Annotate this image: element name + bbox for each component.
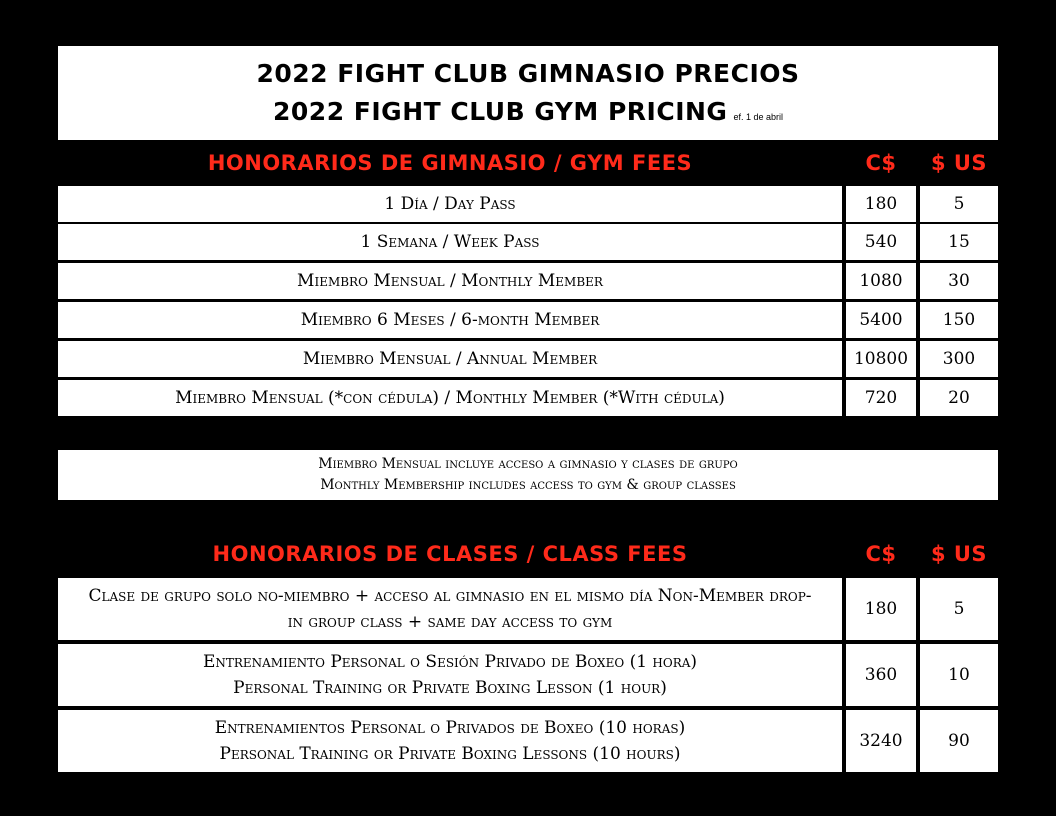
gym-fees-col-cs: C$ [865, 151, 897, 175]
membership-note-english: Monthly Membership includes access to gym & group classes [320, 477, 736, 493]
price-cordobas: 180 [846, 578, 916, 640]
price-usd: 20 [920, 380, 998, 416]
fee-label [58, 644, 842, 706]
price-usd: 300 [920, 341, 998, 377]
price-usd: 5 [920, 578, 998, 640]
price-usd: 90 [920, 710, 998, 772]
fee-label: 1 Día / Day Pass [58, 186, 842, 222]
fee-label: Miembro Mensual / Annual Member [58, 341, 842, 377]
price-cordobas: 5400 [846, 302, 916, 338]
price-cordobas: 10800 [846, 341, 916, 377]
price-cordobas: 1080 [846, 263, 916, 299]
class-fees-col-us: $ US [930, 542, 988, 566]
membership-note [58, 450, 998, 500]
title-english-text: 2022 FIGHT CLUB GYM PRICING [273, 97, 728, 126]
table-row [56, 341, 1000, 377]
table-row [56, 302, 1000, 338]
fee-label-english: Personal Training or Private Boxing Lessons (10 hours) [219, 744, 681, 764]
fee-label: Clase de grupo solo no-miembro + acceso al gimnasio en el mismo día Non-Member drop-in group class + same day access to gym [58, 578, 842, 640]
gym-fees-table [56, 186, 1000, 416]
fee-label-english: Personal Training or Private Boxing Lesson (1 hour) [233, 678, 667, 698]
price-usd: 5 [920, 186, 998, 222]
class-fees-col-cs: C$ [865, 542, 897, 566]
price-cordobas: 540 [846, 224, 916, 260]
fee-label: 1 Semana / Week Pass [58, 224, 842, 260]
fee-label-spanish: Entrenamiento Personal o Sesión Privado de Boxeo (1 hora) [202, 652, 698, 672]
fee-label: Miembro 6 Meses / 6-month Member [58, 302, 842, 338]
pricing-sheet [56, 44, 1000, 772]
price-cordobas: 180 [846, 186, 916, 222]
class-fees-header: HONORARIOS DE CLASES / CLASS FEES [212, 542, 688, 566]
table-row [56, 380, 1000, 416]
fee-label [58, 710, 842, 772]
price-cordobas: 720 [846, 380, 916, 416]
title-spanish: 2022 FIGHT CLUB GIMNASIO PRECIOS [256, 59, 800, 88]
table-row [56, 186, 1000, 222]
price-cordobas: 360 [846, 644, 916, 706]
price-usd: 10 [920, 644, 998, 706]
fee-label: Miembro Mensual (*con cédula) / Monthly Member (*With cédula) [58, 380, 842, 416]
table-row [56, 644, 1000, 706]
price-usd: 30 [920, 263, 998, 299]
price-usd: 15 [920, 224, 998, 260]
effective-date-note: ef. 1 de abril [733, 112, 783, 122]
table-row [56, 710, 1000, 772]
table-row [56, 263, 1000, 299]
fee-label: Miembro Mensual / Monthly Member [58, 263, 842, 299]
title-english [58, 93, 998, 136]
gym-fees-header: HONORARIOS DE GIMNASIO / GYM FEES [207, 151, 693, 175]
title-block [58, 46, 998, 140]
price-cordobas: 3240 [846, 710, 916, 772]
table-row [56, 224, 1000, 260]
gym-fees-col-us: $ US [930, 151, 988, 175]
table-row [56, 578, 1000, 640]
membership-note-spanish: Miembro Mensual incluye acceso a gimnasio y clases de grupo [318, 456, 738, 472]
class-fees-table [56, 578, 1000, 772]
fee-label-spanish: Entrenamientos Personal o Privados de Boxeo (10 horas) [214, 718, 686, 738]
price-usd: 150 [920, 302, 998, 338]
